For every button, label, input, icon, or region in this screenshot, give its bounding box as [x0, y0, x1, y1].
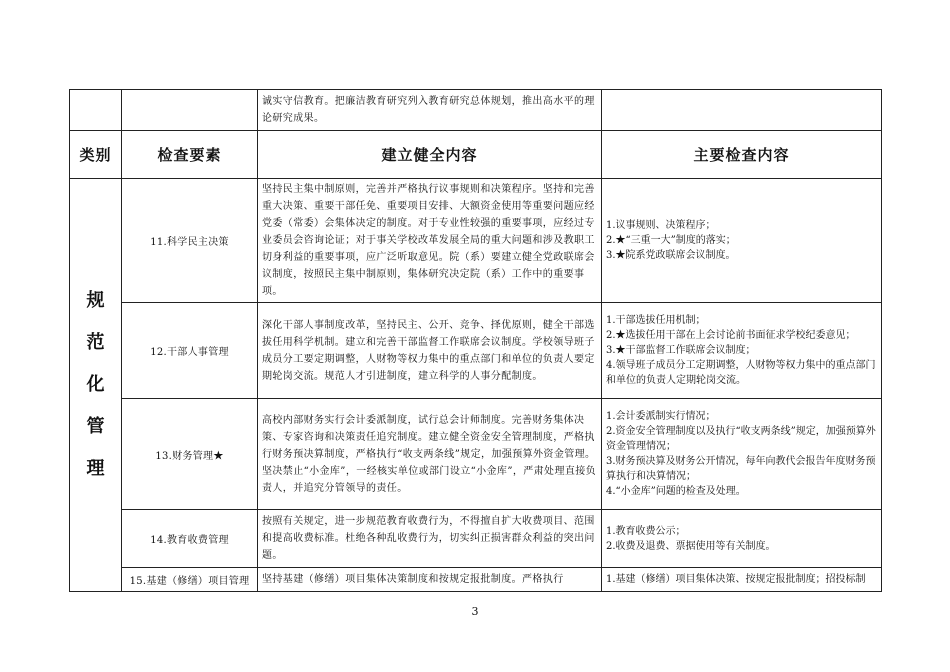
cell-content: 坚持民主集中制原则，完善并严格执行议事规则和决策程序。坚持和完善重大决策、重要干部任免、重要项目安排、大额资金使用等重要问题应经党委（常委）会集体决定的制度。对于专业性较强的重要事项，应经过专业委员会咨询论证；对于事关学校改革发展全局的重大问题和涉及教职工切身利益的重要事项，应广泛听取意见。院（系）要建立健全党政联席会议制度，按照民主集中制原则，集体研究决定院（系）工作中的重要事项。 — [258, 179, 602, 303]
header-category: 类别 — [70, 131, 122, 179]
check-line: 3.★干部监督工作联席会议制度； — [606, 345, 756, 356]
check-item: 11.科学民主决策 — [122, 179, 258, 303]
cell-content: 按照有关规定，进一步规范教育收费行为，不得擅自扩大收费项目、范围和提高收费标准。杜绝各种乱收费行为，切实纠正损害群众利益的突出问题。 — [258, 510, 602, 568]
table-row — [70, 510, 882, 568]
category-char: 化 — [86, 374, 105, 395]
check-line: 2.资金安全管理制度以及执行“收支两条线”规定，加强预算外资金管理情况； — [606, 426, 876, 452]
table-header — [70, 131, 882, 179]
check-list — [602, 568, 882, 592]
check-line: 1.干部选拔任用机制； — [606, 315, 706, 326]
check-line: 1.基建（修缮）项目集体决策、按规定报批制度；招投标制 — [606, 574, 866, 585]
category-char: 规 — [86, 290, 105, 311]
table-row — [70, 90, 882, 131]
cell-content: 深化干部人事制度改革，坚持民主、公开、竞争、择优原则，健全干部选拔任用科学机制。建立和完善干部监督工作联席会议制度。学校领导班子成员分工要定期调整，人财物等权力集中的重点部门和单位的负责人要定期轮岗交流。规范人才引进制度，建立科学的人事分配制度。 — [258, 303, 602, 399]
check-list — [602, 510, 882, 568]
inspection-table — [69, 89, 882, 592]
category-char: 管 — [86, 416, 105, 437]
table-row — [70, 399, 882, 510]
category-char: 理 — [86, 458, 105, 479]
check-line: 2.收费及退费、票据使用等有关制度。 — [606, 540, 776, 552]
category-cell — [70, 179, 122, 592]
category-char: 范 — [86, 332, 105, 353]
check-line: 1.教育收费公示； — [606, 525, 686, 537]
cell-content: 高校内部财务实行会计委派制度，试行总会计师制度。完善财务集体决策、专家咨询和决策责任追究制度。建立健全资金安全管理制度，严格执行财务预决算制度，严格执行“收支两条线”规定，加强预算外资金管理。坚决禁止“小金库”，一经核实单位或部门设立“小金库”，严肃处理直接负责人，并追究分管领导的责任。 — [258, 399, 602, 510]
check-line: 4.领导班子成员分工定期调整，人财物等权力集中的重点部门和单位的负责人定期轮岗交流。 — [606, 360, 876, 386]
check-line: 2.★“三重一大”制度的落实； — [606, 235, 736, 246]
check-list — [602, 303, 882, 399]
header-establish: 建立健全内容 — [258, 131, 602, 179]
header-check: 主要检查内容 — [602, 131, 882, 179]
check-line: 1.议事规则、决策程序； — [606, 220, 716, 231]
header-element: 检查要素 — [122, 131, 258, 179]
page-number: 3 — [471, 605, 479, 618]
check-item: 12.干部人事管理 — [122, 303, 258, 399]
check-list — [602, 179, 882, 303]
check-item: 13.财务管理★ — [122, 399, 258, 510]
cell-content: 诚实守信教育。把廉洁教育研究列入教育研究总体规划，推出高水平的理论研究成果。 — [258, 90, 602, 131]
table-row — [70, 303, 882, 399]
cell-content: 坚持基建（修缮）项目集体决策制度和按规定报批制度。严格执行 — [258, 568, 602, 592]
check-item: 15.基建（修缮）项目管理 — [122, 568, 258, 592]
check-line: 3.★院系党政联席会议制度。 — [606, 250, 736, 261]
check-line: 1.会计委派制实行情况； — [606, 411, 716, 422]
check-item: 14.教育收费管理 — [122, 510, 258, 568]
check-line: 3.财务预决算及财务公开情况，每年向教代会报告年度财务预算执行和决算情况； — [606, 456, 876, 482]
check-list — [602, 399, 882, 510]
check-line: 2.★选拔任用干部在上会讨论前书面征求学校纪委意见； — [606, 330, 856, 341]
table-row — [70, 179, 882, 303]
table-row — [70, 568, 882, 592]
check-line: 4.“小金库”问题的检查及处理。 — [606, 486, 746, 497]
